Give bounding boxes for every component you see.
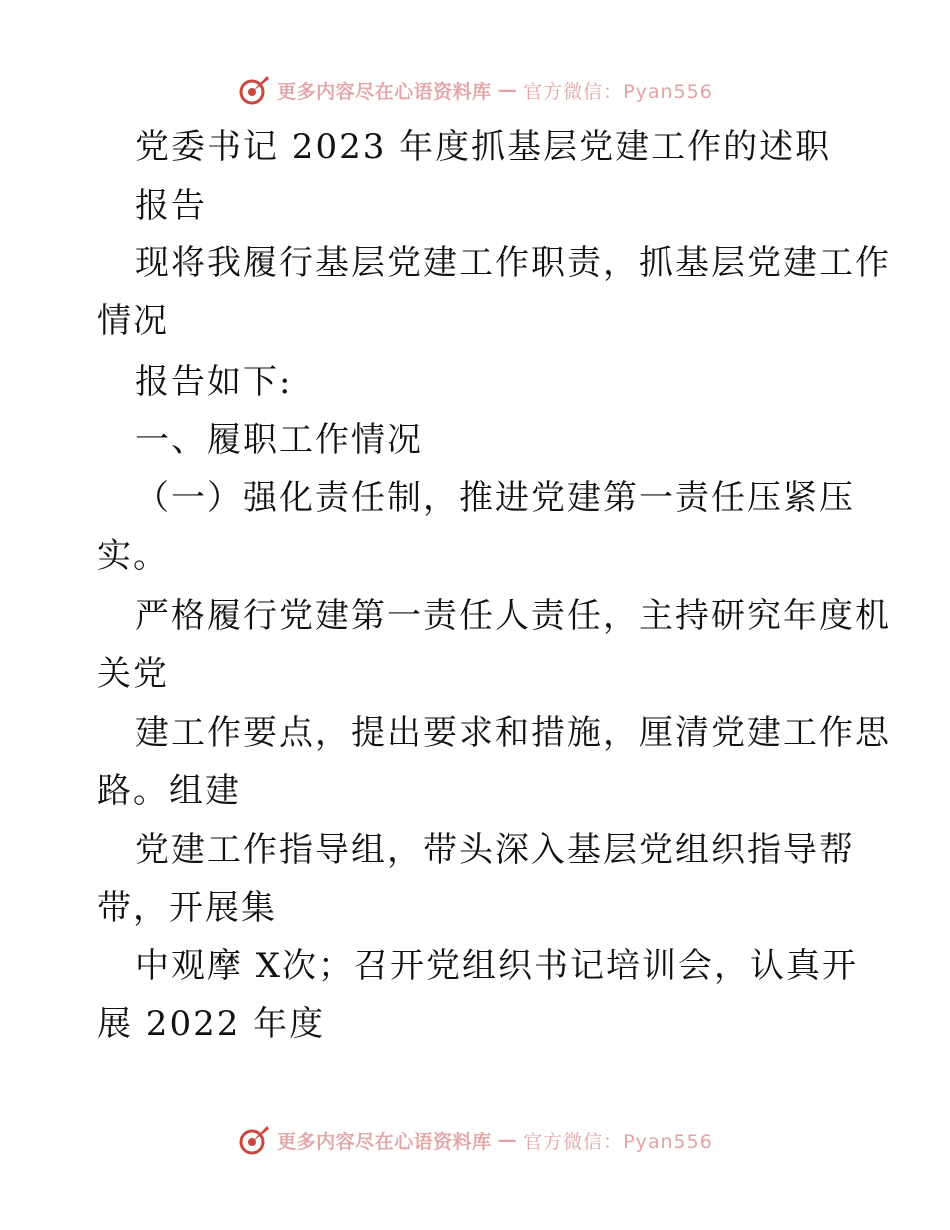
paragraph-line: 展 2022 年度 <box>97 1004 326 1044</box>
subsection-heading-cont: 实。 <box>97 536 169 576</box>
paragraph-line: 情况 <box>97 301 169 341</box>
paragraph-line: 带，开展集 <box>97 888 277 928</box>
watermark-wechat: 官方微信：Pyan556 <box>523 80 713 103</box>
paragraph-line: 中观摩 X次；召开党组织书记培训会，认真开 <box>135 946 859 986</box>
subsection-heading: （一）强化责任制，推进党建第一责任压紧压 <box>135 478 855 518</box>
document-title-line-1: 党委书记 2023 年度抓基层党建工作的述职 <box>135 127 832 167</box>
watermark-banner-bottom <box>0 1120 950 1160</box>
watermark-text: 更多内容尽在心语资料库 <box>277 80 492 103</box>
paragraph-line: 建工作要点，提出要求和措施，厘清党建工作思 <box>135 713 891 753</box>
section-heading: 一、履职工作情况 <box>135 420 423 460</box>
document-title-line-2: 报告 <box>135 186 207 226</box>
watermark-wechat: 官方微信：Pyan556 <box>523 1130 713 1153</box>
quill-logo-icon <box>237 73 271 107</box>
paragraph-line: 路。组建 <box>97 771 241 811</box>
paragraph-line: 严格履行党建第一责任人责任，主持研究年度机 <box>135 596 891 636</box>
watermark-text: 更多内容尽在心语资料库 <box>277 1130 492 1153</box>
quill-logo-icon <box>237 1123 271 1157</box>
watermark-dash: — <box>497 79 518 101</box>
paragraph-line: 现将我履行基层党建工作职责，抓基层党建工作 <box>135 243 891 283</box>
watermark-banner-top <box>0 70 950 110</box>
paragraph-line: 报告如下: <box>135 362 293 402</box>
watermark-dash: — <box>497 1129 518 1151</box>
paragraph-line: 党建工作指导组，带头深入基层党组织指导帮 <box>135 830 855 870</box>
paragraph-line: 关党 <box>97 654 169 694</box>
